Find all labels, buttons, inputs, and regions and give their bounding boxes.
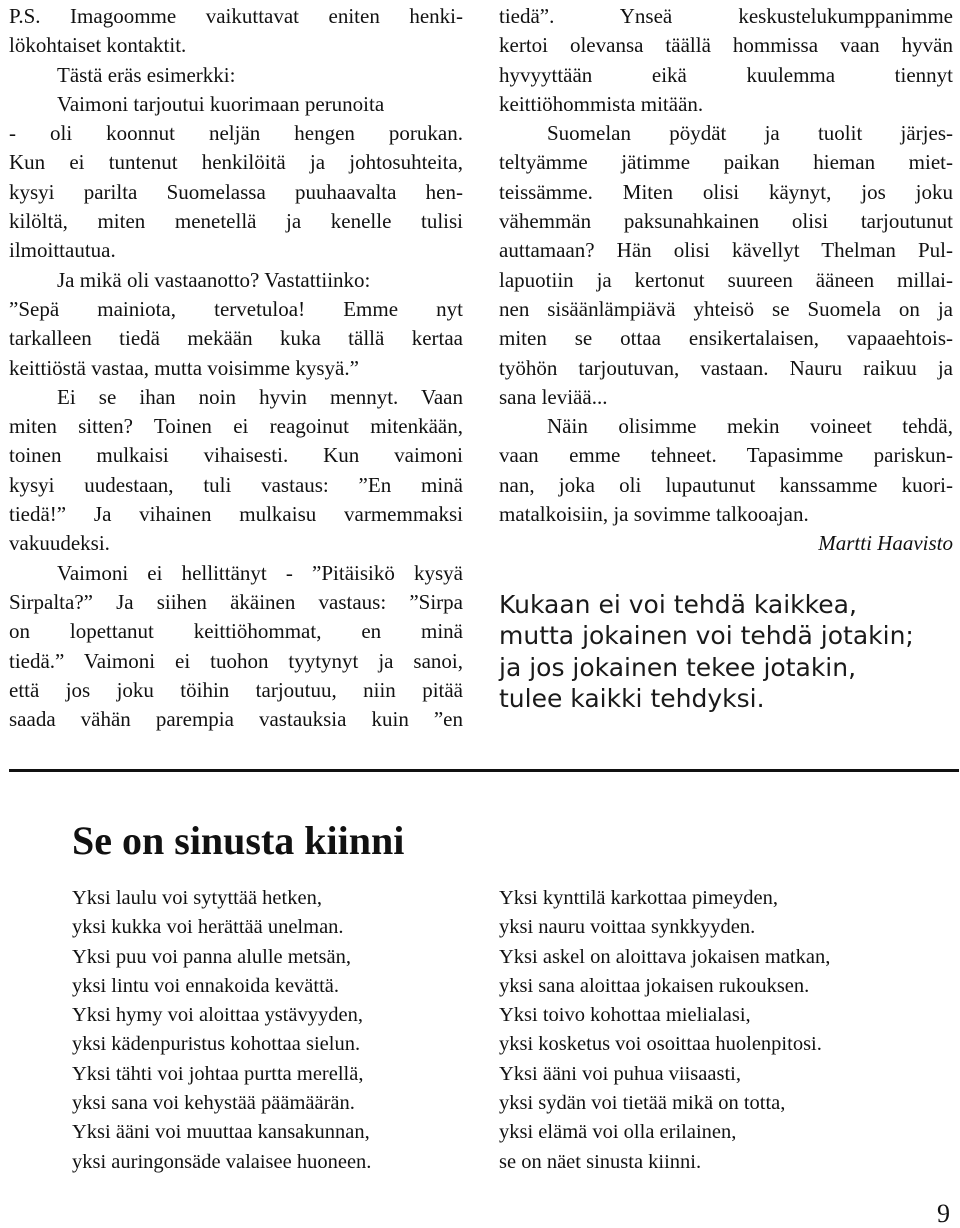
author-signature: Martti Haavisto [818,531,953,556]
article-right-column [499,2,953,559]
quote-line: tulee kaikki tehdyksi. [499,683,765,713]
article-line: ”Sepä mainiota, tervetuloa! Emme nyt [9,296,463,321]
article-line: Näin olisimme mekin voineet tehdä, [547,414,953,439]
article-line: keittiöstä vastaa, mutta voisimme kysyä.” [9,355,359,380]
article-line: on lopettanut keittiöhommat, en minä [9,619,463,644]
article-line: lapuotiin ja kertonut suureen ääneen millai- [499,267,953,292]
article-line: P.S. Imagoomme vaikuttavat eniten henki- [9,4,463,28]
poem-line: yksi auringonsäde valaisee huoneen. [72,1150,372,1173]
article-line: kysyi uudestaan, tuli vastaus: ”En minä [9,472,463,497]
poem-line: Yksi laulu voi sytyttää hetken, [72,887,322,909]
poem-left-column [72,884,492,1177]
quote-block [499,589,939,714]
poem-line: yksi kädenpuristus kohottaa sielun. [72,1033,361,1056]
article-line: Ja mikä oli vastaanotto? Vastattiinko: [57,267,371,292]
quote-line: mutta jokainen voi tehdä jotakin; [499,621,914,651]
poem-right-column [499,884,919,1177]
article-line: miten se ottaa ensikertalaisen, vapaaehtois- [499,326,953,351]
article-line: Sirpalta?” Ja siihen äkäinen vastaus: ”Sirpa [9,589,463,614]
article-left-column [9,2,463,734]
article-line: hyvyyttään eikä kuulemma tiennyt [499,62,953,87]
poem-line: yksi kukka voi herättää unelman. [72,916,344,939]
article-line: tiedä!” Ja vihainen mulkaisu varmemmaksi [9,502,463,527]
article-line: Ei se ihan noin hyvin mennyt. Vaan [57,384,463,409]
poem-line: Yksi hymy voi aloittaa ystävyyden, [72,1004,363,1027]
poem-line: yksi sydän voi tietää mikä on totta, [499,1092,786,1115]
article-line: auttamaan? Hän olisi kävellyt Thelman Pul- [499,238,953,263]
article-line: Suomelan pöydät ja tuolit järjes- [547,121,953,146]
article-line: Vaimoni tarjoutui kuorimaan perunoita [57,91,385,116]
article-line: kysyi parilta Suomelassa puuhaavalta hen- [9,179,463,204]
article-line: teissämme. Miten olisi käynyt, jos joku [499,179,953,204]
page-number: 9 [937,1199,950,1228]
poem-line: Yksi kynttilä karkottaa pimeyden, [499,887,778,909]
poem-line: Yksi ääni voi muuttaa kansakunnan, [72,1121,370,1144]
article-line: kertoi olevansa täällä hommissa vaan hyvän [499,33,953,58]
poem-line: Yksi ääni voi puhua viisaasti, [499,1062,741,1085]
article-line: vähemmän paksunahkainen olisi tarjoutunut [499,209,953,234]
poem-line: yksi elämä voi olla erilainen, [499,1121,737,1144]
article-line: nan, joka oli lupautunut kanssamme kuori- [499,472,953,497]
article-line: sana leviää... [499,384,608,409]
article-line: vaan emme tehneet. Tapasimme pariskun- [499,443,953,468]
article-line: Tästä eräs esimerkki: [57,62,236,87]
article-line: tarkalleen tiedä mekään kuka tällä kertaa [9,326,463,351]
article-line: kilöltä, miten menetellä ja kenelle tulisi [9,209,463,234]
article-line: saada vähän parempia vastauksia kuin ”en [9,707,463,732]
article-line: teltyämme jätimme paikan hieman miet- [499,150,953,175]
article-line: matalkoisiin, ja sovimme talkooajan. [499,502,809,527]
poem-line: se on näet sinusta kiinni. [499,1150,702,1173]
poem-line: yksi sana aloittaa jokaisen rukouksen. [499,974,810,997]
article-line: nen sisäänlämpiävä yhteisö se Suomela on ja [499,296,953,321]
poem-line: yksi lintu voi ennakoida kevättä. [72,974,340,997]
quote-line: Kukaan ei voi tehdä kaikkea, [499,590,857,619]
poem-line: yksi sana voi kehystää päämäärän. [72,1092,355,1115]
section-divider [9,769,959,772]
article-line: Kun ei tuntenut henkilöitä ja johtosuhteita, [9,150,463,175]
poem-line: Yksi toivo kohottaa mielialasi, [499,1004,751,1027]
article-line: - oli koonnut neljän hengen porukan. [9,121,463,146]
poem-line: Yksi askel on aloittava jokaisen matkan, [499,945,831,968]
article-line: että jos joku töihin tarjoutuu, niin pitää [9,677,463,702]
article-line: työhön tarjoutuvan, vastaan. Nauru raikuu ja [499,355,953,380]
article-line: toinen mulkaisi vihaisesti. Kun vaimoni [9,443,463,468]
poem-line: Yksi puu voi panna alulle metsän, [72,945,351,968]
article-line: miten sitten? Toinen ei reagoinut mitenkään, [9,414,463,439]
article-line: lökohtaiset kontaktit. [9,33,187,58]
article-line: tiedä.” Vaimoni ei tuohon tyytynyt ja sanoi, [9,648,463,673]
article-line: tiedä”. Ynseä keskustelukumppanimme [499,4,953,28]
poem-line: Yksi tähti voi johtaa purtta merellä, [72,1062,364,1085]
poem-line: yksi kosketus voi osoittaa huolenpitosi. [499,1033,822,1056]
article-line: Vaimoni ei hellittänyt - ”Pitäisikö kysyä [57,560,463,585]
poem-line: yksi nauru voittaa synkkyyden. [499,916,756,939]
article-line: keittiöhommista mitään. [499,91,704,116]
article-line: vakuudeksi. [9,531,110,556]
article-line: ilmoittautua. [9,238,116,263]
poem-title: Se on sinusta kiinni [72,818,405,863]
quote-line: ja jos jokainen tekee jotakin, [499,652,857,682]
